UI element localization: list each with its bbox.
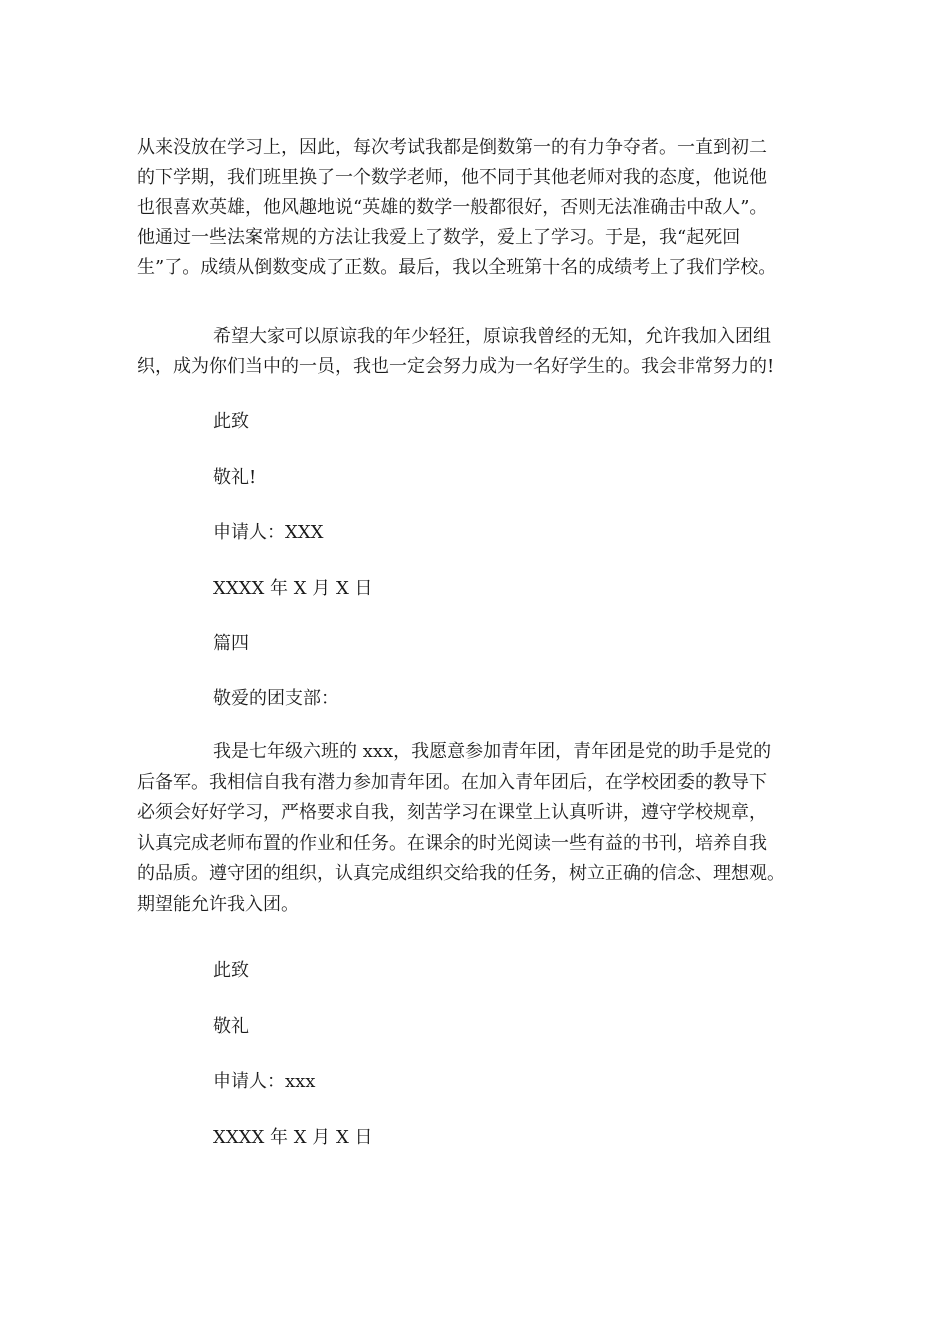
paragraph-apology — [137, 322, 837, 382]
text-line: 织，成为你们当中的一员，我也一定会努力成为一名好学生的。我会非常努力的! — [137, 356, 775, 377]
text-line: 从来没放在学习上，因此，每次考试我都是倒数第一的有力争夺者。一直到初二 — [137, 137, 767, 158]
text-line: 的品质。遵守团的组织，认真完成组织交给我的任务，树立正确的信念、理想观。 — [137, 863, 785, 884]
text-line: 我是七年级六班的 xxx，我愿意参加青年团，青年团是党的助手是党的 — [213, 741, 772, 762]
paragraph-continuation — [137, 133, 837, 283]
applicant-line: 申请人：XXX — [213, 522, 324, 543]
date-line: XXXX 年 X 月 X 日 — [213, 578, 373, 599]
paragraph-application — [137, 737, 837, 920]
text-line: 生”了。成绩从倒数变成了正数。最后，我以全班第十名的成绩考上了我们学校。 — [137, 257, 777, 278]
text-line: 希望大家可以原谅我的年少轻狂，原谅我曾经的无知，允许我加入团组 — [213, 326, 771, 347]
closing-cizhi: 此致 — [213, 411, 249, 432]
text-line: 后备军。我相信自我有潜力参加青年团。在加入青年团后，在学校团委的教导下 — [137, 771, 767, 793]
text-line: 的下学期，我们班里换了一个数学老师，他不同于其他老师对我的态度，他说他 — [137, 167, 767, 188]
text-line: 期望能允许我入团。 — [137, 893, 299, 915]
text-line: 也很喜欢英雄，他风趣地说“英雄的数学一般都很好，否则无法准确击中敌人”。 — [137, 197, 768, 218]
text-line: 他通过一些法案常规的方法让我爱上了数学，爱上了学习。于是，我“起死回 — [137, 227, 741, 248]
salutation: 敬爱的团支部： — [213, 688, 339, 709]
closing-jingli: 敬礼! — [213, 467, 257, 488]
text-line: 认真完成老师布置的作业和任务。在课余的时光阅读一些有益的书刊，培养自我 — [137, 832, 767, 854]
closing-jingli-2: 敬礼 — [213, 1016, 249, 1037]
section-title: 篇四 — [213, 633, 249, 654]
closing-cizhi-2: 此致 — [213, 960, 249, 981]
text-line: 必须会好好学习，严格要求自我，刻苦学习在课堂上认真听讲，遵守学校规章， — [137, 802, 767, 823]
applicant-line-2: 申请人：xxx — [213, 1071, 316, 1092]
date-line-2: XXXX 年 X 月 X 日 — [213, 1127, 373, 1148]
